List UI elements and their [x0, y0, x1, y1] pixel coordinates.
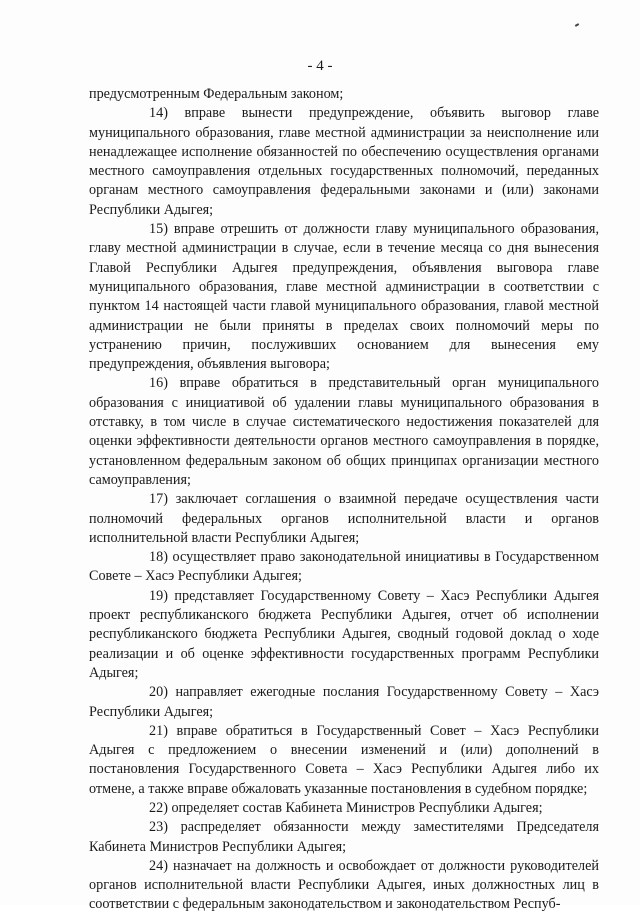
paragraph-item-19: 19) представляет Государственному Совету – Хасэ Республики Адыгея проект республиканского бюджета Республики Адыгея, отчет об исполнении республиканского бюджета Республики Адыгея, сводный годовой доклад о ходе реализации и об оценке эффективности государственных программ Республики Адыгея; [89, 587, 599, 681]
paragraph-item-18: 18) осуществляет право законодательной инициативы в Государственном Совете – Хасэ Республики Адыгея; [89, 549, 599, 585]
paragraph-item-22: 22) определяет состав Кабинета Министров Республики Адыгея; [149, 799, 543, 816]
paragraph-item-20: 20) направляет ежегодные послания Государственному Совету – Хасэ Республики Адыгея; [89, 684, 599, 720]
scan-speck [575, 23, 579, 27]
paragraph-item-14: 14) вправе вынести предупреждение, объявить выговор главе муниципального образования, главе местной администрации за неисполнение или ненадлежащее исполнение обязанностей по обеспечению осуществления органами местного самоуправления отдельных государственных полномочий, переданных органам местного самоуправления федеральными законами и (или) законами Республики Адыгея; [89, 105, 599, 218]
page-number: - 4 - [307, 58, 333, 74]
paragraph-item-16: 16) вправе обратиться в представительный орган муниципального образования с инициативой об удалении главы муниципального образования в отставку, в том числе в случае систематического недостижения показателей для оценки эффективности деятельности органов местного самоуправления в порядке, установленном федеральным законом об общих принципах организации местного самоуправления; [89, 375, 599, 488]
paragraph-continuation: предусмотренным Федеральным законом; [89, 86, 344, 102]
paragraph-item-17: 17) заключает соглашения о взаимной передаче осуществления части полномочий федеральных органов исполнительной власти и органов исполнительной власти Республики Адыгея; [89, 491, 599, 546]
paragraph-item-23: 23) распределяет обязанности между заместителями Председателя Кабинета Министров Республики Адыгея; [89, 819, 599, 855]
document-body [89, 85, 599, 915]
paragraph-item-21: 21) вправе обратиться в Государственный Совет – Хасэ Республики Адыгея с предложением о внесении изменений и (или) дополнений в постановления Государственного Совета – Хасэ Республики Адыгея либо их отмене, а также вправе обжаловать указанные постановления в судебном порядке; [89, 722, 599, 797]
paragraph-item-24: 24) назначает на должность и освобождает от должности руководителей органов исполнительной власти Республики Адыгея, иных должностных лиц в соответствии с федеральным законодательством и законодательством Респуб- [89, 857, 599, 913]
paragraph-item-15: 15) вправе отрешить от должности главу муниципального образования, главу местной администрации в случае, если в течение месяца со дня вынесения Главой Республики Адыгея предупреждения, объявления выговора главе муниципального образования, главе местной администрации в соответствии с пунктом 14 настоящей части главой муниципального образования, главой местной администрации не были приняты в пределах своих полномочий меры по устранению причин, послуживших основанием для вынесения ему предупреждения, объявления выговора; [89, 221, 599, 373]
